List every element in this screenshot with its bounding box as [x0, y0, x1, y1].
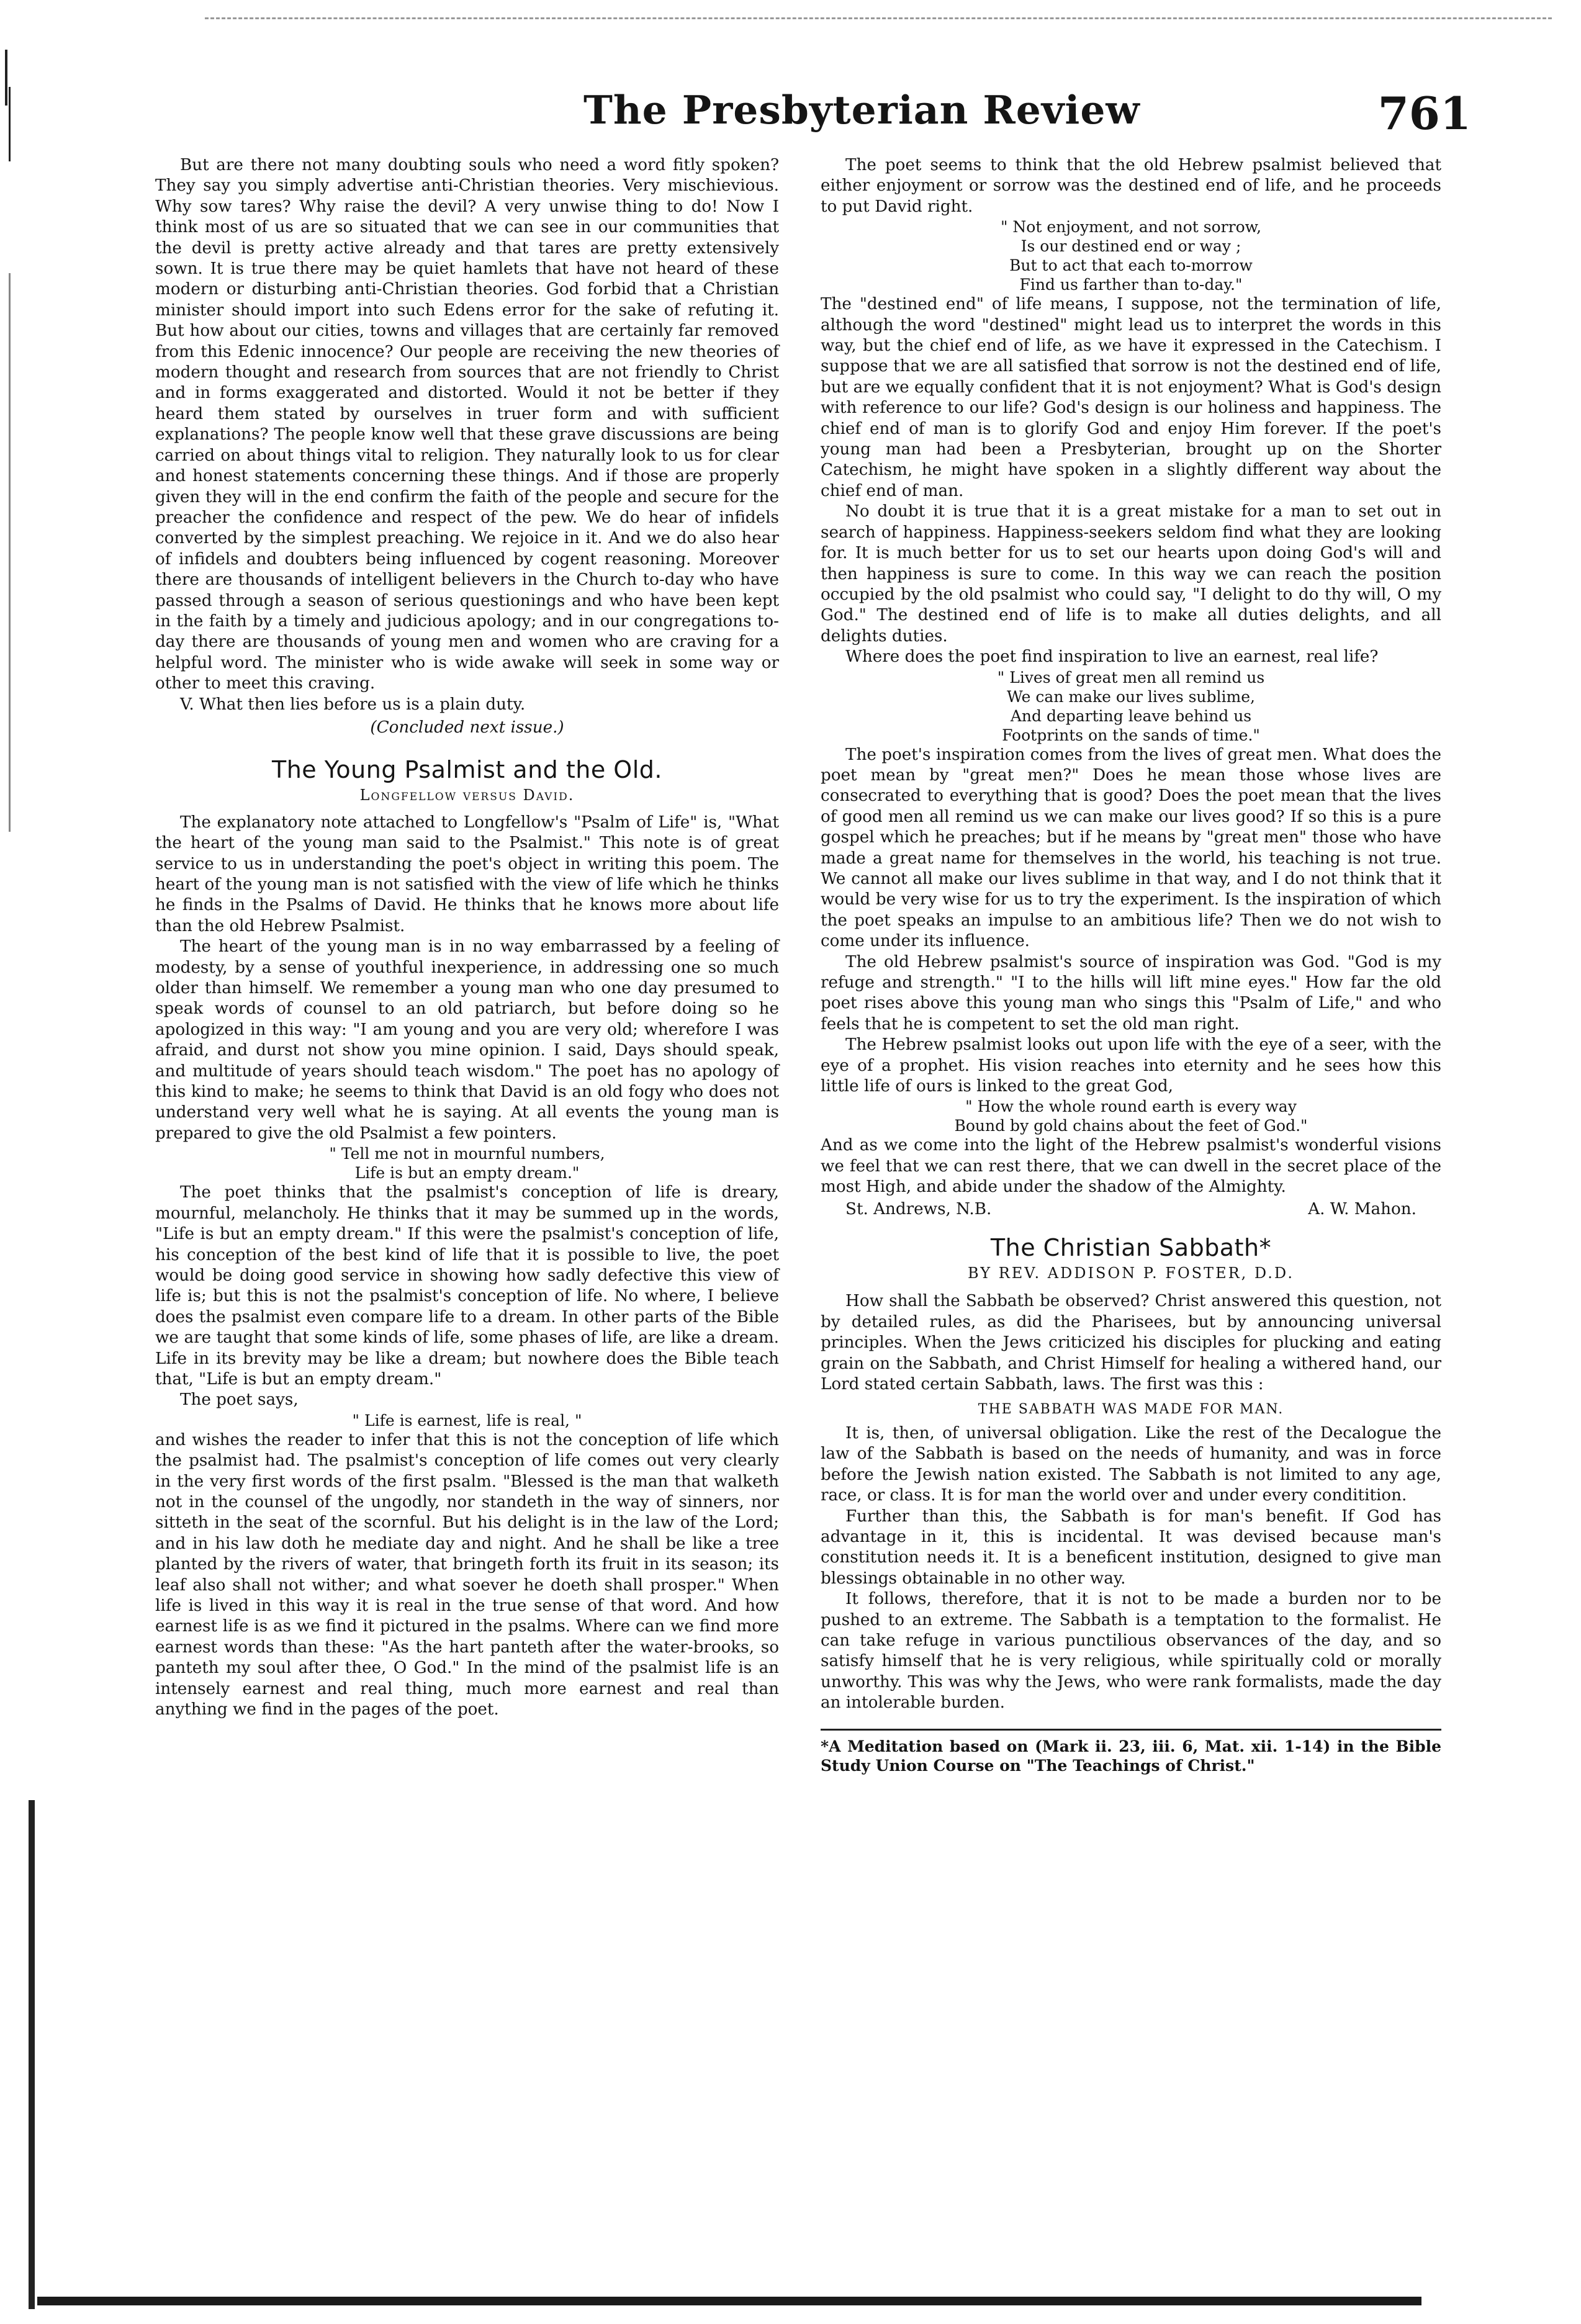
verse-quote [821, 1097, 1441, 1135]
verse-line: Is our destined end or way ; [1020, 237, 1241, 256]
paragraph: The heart of the young man is in no way embarrassed by a feeling of modesty, by a sense of youthful inexperience, in addressing one so much older than himself. We remember a young man who one day presumed to speak words of counsel to an old patriarch, but before doing so he apologized in this way: "I am young and you are very old; wherefore I was afraid, and durst not show you mine opinion. I said, Days should speak, and multitude of years should teach wisdom." The poet has no apology of this kind to make; he seems to think that David is an old fogy who does not understand very well what he is saying. At all events the young man is prepared to give the old Psalmist a few pointers. [155, 937, 779, 1143]
verse-line: " Life is earnest, life is real, " [352, 1411, 582, 1430]
paragraph: The poet thinks that the psalmist's conception of life is dreary, mournful, melancholy. He thinks that it may be summed up in the words, "Life is but an empty dream." If this were the psalmist's conception of life, his conception of the best kind of life that it is possible to live, the poet would be doing good service in showing how sadly defective this view of life is; but this is not the psalmist's conception of life. No where, I believe does the psalmist even compare life to a dream. In other parts of the Bible we are taught that some kinds of life, some phases of life, are like a dream. Life in its brevity may be like a dream; but nowhere does the Bible teach that, "Life is but an empty dream." [155, 1183, 779, 1389]
signature-author: A. W. Mahon. [1308, 1199, 1417, 1218]
page-header [155, 87, 1471, 155]
verse-line: Bound by gold chains about the feet of God." [954, 1117, 1308, 1135]
paragraph: It follows, therefore, that it is not to be made a burden nor to be pushed to an extreme. The Sabbath is a temptation to the formalist. He can take refuge in various punctilious observances of the day, and so satisfy himself that he is very religious, while spiritually cold or morally unworthy. This was why the Jews, who were rank formalists, made the day an intolerable burden. [821, 1590, 1441, 1713]
paragraph: The Hebrew psalmist looks out upon life with the eye of a seer, with the eye of a prophet. His vision reaches into eternity and he sees how this little life of ours is linked to the great God, [821, 1035, 1441, 1096]
verse-quote [155, 1144, 779, 1182]
paragraph: And as we come into the light of the Hebrew psalmist's wonderful visions we feel that we can rest there, that we can dwell in the secret place of the most High, and abide under the shadow of the Almighty. [821, 1136, 1441, 1197]
signature [821, 1199, 1441, 1220]
paragraph: V. What then lies before us is a plain duty. [180, 695, 526, 714]
paragraph: It is, then, of universal obligation. Like the rest of the Decalogue the law of the Sabbath is based on the needs of humanity, and was in force before the Jewish nation existed. The Sabbath is not limited to any age, race, or class. It is for man the world over and under every conditition. [821, 1423, 1441, 1505]
paragraph: The poet's inspiration comes from the lives of great men. What does the poet mean by "great men?" Does he mean those whose lives are consecrated to everything that is good? Does the poet mean that the lives of good men all remind us we can make our lives good? If so this is a pure gospel which he preaches; but if he means by "great men" those who have made a great name for themselves in the world, his teaching is not true. We cannot all make our lives sublime in that way, and I do not think that it would be very wise for us to try the experiment. Is the inspiration of which the poet speaks an impulse to an ambitious life? Then we do not wish to come under its influence. [821, 745, 1441, 951]
paragraph: Where does the poet find inspiration to live an earnest, real life? [845, 647, 1379, 667]
scan-binding-edge [0, 50, 56, 1912]
verse-line: " Not enjoyment, and not sorrow, [1000, 218, 1262, 236]
article-title-young-psalmist: The Young Psalmist and the Old. [272, 756, 662, 784]
paragraph: and wishes the reader to infer that this is not the conception of life which the psalmist had. The psalmist's conception of life comes out very clearly in the very first words of the first psalm. "Blessed is the man that walketh not in the counsel of the ungodly, nor standeth in the way of sinners, nor sitteth in the seat of the scornful. But his delight is in the law of the Lord; and in his law doth he mediate day and night. And he shall be like a tree planted by the rivers of water, that bringeth forth its fruit in its season; its leaf also shall not wither; and what soever he doeth shall prosper." When life is lived in this way it is real in the true sense of that word. And how earnest life is as we find it pictured in the psalms. Where can we find more earnest words than these: "As the hart panteth after the water-brooks, so panteth my soul after thee, O God." In the mind of the psalmist life is an intensely earnest and real thing, much more earnest and real than anything we find in the pages of the poet. [155, 1430, 779, 1719]
verse-quote [155, 1411, 779, 1430]
article-subtitle: Longfellow versus David. [359, 786, 575, 804]
verse-line: Life is but an empty dream." [354, 1164, 580, 1182]
paragraph: The poet says, [180, 1390, 299, 1410]
signature-place: St. Andrews, N.B. [845, 1199, 992, 1218]
right-column [821, 155, 1441, 1775]
scan-top-rule [205, 17, 1552, 23]
verse-line: " Tell me not in mournful numbers, [329, 1145, 605, 1163]
verse-line: " Lives of great men all remind us [997, 668, 1265, 687]
left-column [155, 155, 779, 1720]
article-byline: BY REV. ADDISON P. FOSTER, D.D. [968, 1264, 1294, 1282]
paragraph: The old Hebrew psalmist's source of inspiration was God. "God is my refuge and strength." "I to the hills will lift mine eyes." How far the old poet rises above this young man who sings this "Psalm of Life," and who feels that he is competent to set the old man right. [821, 952, 1441, 1034]
verse-quote [821, 668, 1441, 745]
paragraph: How shall the Sabbath be observed? Christ answered this question, not by detailed rules, as did the Pharisees, but by announcing universal principles. When the Jews criticized his disciples for plucking and eating grain on the Sabbath, and Christ Himself for healing a withered hand, our Lord stated certain Sabbath, laws. The first was this : [821, 1292, 1441, 1394]
verse-line: Find us farther than to-day." [1019, 276, 1243, 294]
scan-bottom-rule [37, 2297, 1421, 2305]
paragraph: Further than this, the Sabbath is for man's benefit. If God has advantage in it, this is incidental. It was devised because man's constitution needs it. It is a beneficent institution, designed to give man blessings obtainable in no other way. [821, 1507, 1441, 1588]
footnote: *A Meditation based on (Mark ii. 23, iii. 6, Mat. xii. 1-14) in the Bible Study Union Course on "The Teachings of Christ." [821, 1729, 1441, 1775]
verse-line: And departing leave behind us [1010, 706, 1252, 725]
verse-line: But to act that each to-morrow [1009, 256, 1253, 275]
paragraph: The poet seems to think that the old Hebrew psalmist believed that either enjoyment or sorrow was the destined end of life, and he proceeds to put David right. [821, 156, 1441, 216]
paragraph: The "destined end" of life means, I suppose, not the termination of life, although the word "destined" might lead us to interpret the words in this way, but the chief end of life, as we have it expressed in the Catechism. I suppose that we are all satisfied that sorrow is not the destined end of life, but are we equally confident that it is not enjoyment? What is God's design with reference to our life? God's design is our holiness and happiness. The chief end of man is to glorify God and enjoy Him forever. If the poet's young man had been a Presbyterian, brought up on the Shorter Catechism, he might have spoken in a slightly different way about the chief end of man. [821, 295, 1441, 500]
paragraph: No doubt it is true that it is a great mistake for a man to set out in search of happiness. Happiness-seekers seldom find what they are looking for. It is much better for us to set our hearts upon doing God's will and then happiness is sure to come. In this way we can reach the position occupied by the old psalmist who could say, "I delight to do thy will, O my God." The destined end of life is to make all duties delights, and all delights duties. [821, 502, 1441, 646]
article-title-christian-sabbath: The Christian Sabbath* [990, 1234, 1272, 1262]
page-number: 761 [1377, 87, 1471, 140]
paragraph: But are there not many doubting souls who need a word fitly spoken? They say you simply advertise anti-Christian theories. Very mischievious. Why sow tares? Why raise the devil? A very unwise thing to do! Now I think most of us are so situated that we can see in our communities that the devil is pretty active already and that tares are pretty extensively sown. It is true there may be quiet hamlets that have not heard of these modern or disturbing anti-Christian theories. God forbid that a Christian minister should import into such Edens error for the sake of refuting it. But how about our cities, towns and villages that are certainly far removed from this Edenic innocence? Our people are receiving the new theories of modern thought and research from sources that are not friendly to Christ and in forms exaggerated and distorted. Would it not be better if they heard them stated by ourselves in truer form and with sufficient explanations? The people know well that these grave discussions are being carried on about things vital to religion. They naturally look to us for clear and honest statements concerning these things. And if those are properly given they will in the end confirm the faith of the people and secure for the preacher the confidence and respect of the pew. We do hear of infidels converted by the simplest preaching. We rejoice in it. And we do also hear of infidels and doubters being influenced by cogent reasoning. Moreover there are thousands of intelligent believers in the Church to-day who have passed through a season of serious questionings and who have been kept in the faith by a timely and judicious apology; and in our congregations to-day there are thousands of young men and women who are craving for a helpful word. The minister who is wide awake will seek in some way or other to meet this craving. [155, 156, 779, 693]
verse-line: We can make our lives sublime, [1007, 687, 1255, 706]
verse-line: Footprints on the sands of time." [1002, 726, 1260, 744]
paragraph: The explanatory note attached to Longfellow's "Psalm of Life" is, "What the heart of the young man said to the Psalmist." This note is of great service to us in understanding the poet's object in writing this poem. The heart of the young man is not satisfied with the view of life which he thinks he finds in the Psalms of David. He thinks that he knows more about life than the old Hebrew Psalmist. [155, 813, 779, 935]
concluded-note: (Concluded next issue.) [370, 718, 564, 737]
rule-heading: THE SABBATH WAS MADE FOR MAN. [978, 1401, 1284, 1417]
running-title: The Presbyterian Review [583, 87, 1140, 133]
verse-line: " How the whole round earth is every way [965, 1097, 1297, 1116]
verse-quote [821, 217, 1441, 294]
